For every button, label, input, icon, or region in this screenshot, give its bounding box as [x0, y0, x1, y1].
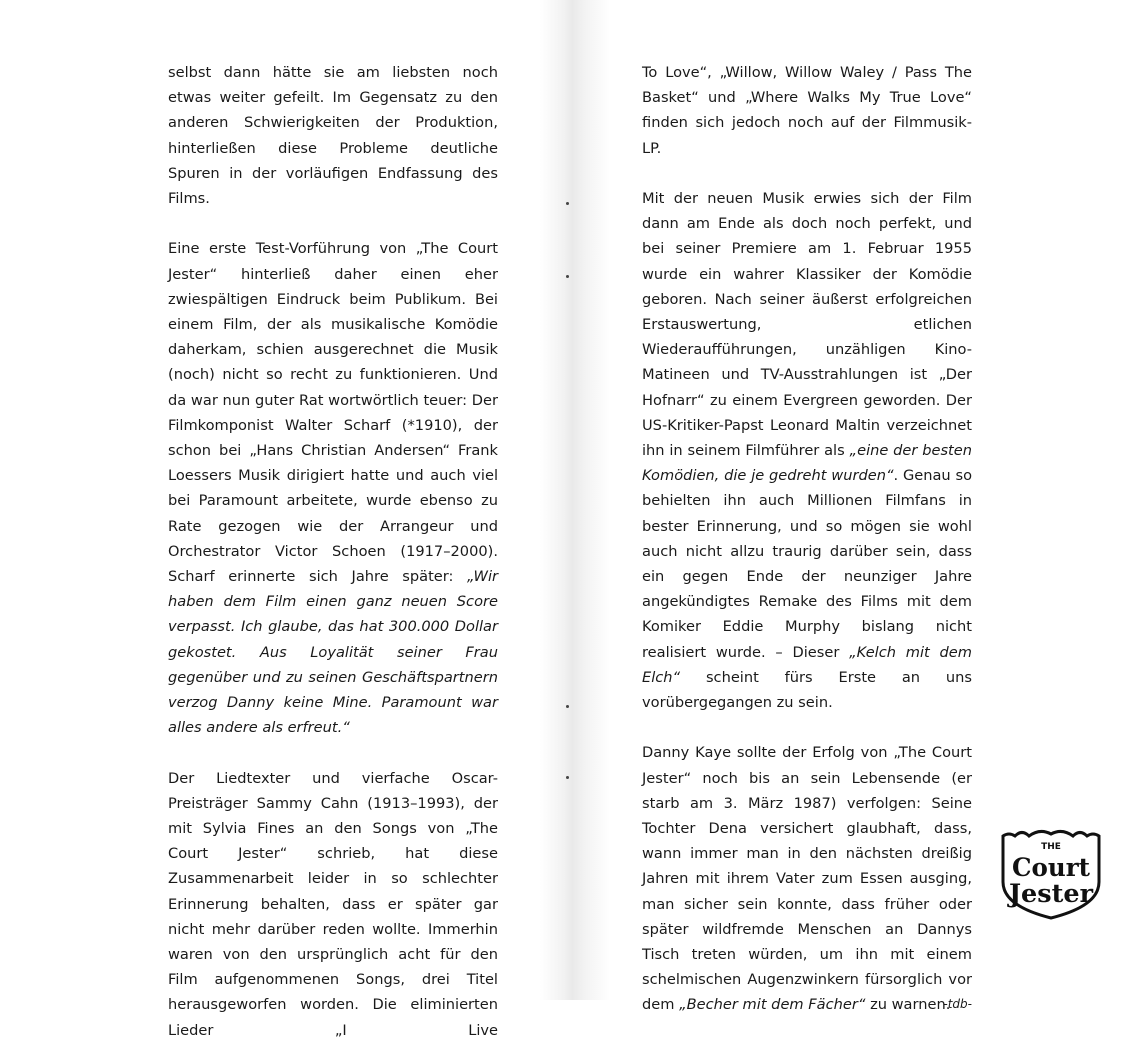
left-paragraph-1: selbst dann hätte sie am liebsten noch etwas weiter gefeilt. Im Gegensatz zu den anderen Schwierigkeiten der Produktion, hinterließen diese Probleme deutliche Spuren in der vorläufigen Endfassung des Films. — [168, 64, 498, 208]
logo-the: THE — [1041, 842, 1061, 852]
right-paragraph-3-text-b: zu warnen. — [865, 996, 951, 1014]
right-paragraph-2-text-a: Mit der neuen Musik erwies sich der Film dann am Ende als doch noch perfekt, und bei seiner Premiere am 1. Februar 1955 wurde ein wahrer Klassiker der Komödie geboren. Nach seiner äußerst erfolgreichen Erstauswertung, etlichen Wiederaufführungen, unzähligen Kino-Matineen und TV-Ausstrahlungen ist „Der Hofnarr“ zu einem Evergreen geworden. Der US-Kritiker-Papst Leonard Maltin verzeichnet ihn in seinem Filmführer als — [642, 190, 972, 460]
left-page-column — [168, 60, 498, 1043]
maltin-quote: „eine der besten Komödien, die je gedreht wurden“ — [642, 442, 973, 485]
left-paragraph-3: Der Liedtexter und vierfache Oscar-Preisträger Sammy Cahn (1913–1993), der mit Sylvia Fines an den Songs von „The Court Jester“ schrieb, hat diese Zusammenarbeit leider in so schlechter Erinnerung behalten, dass er später gar nicht mehr darüber reden wollte. Immerhin waren von den ursprünglich acht für den Film aufgenommenen Songs, drei Titel herausgeworfen worden. Die eliminierten Lieder „I Live — [168, 769, 498, 1039]
logo-jester: Jester — [1006, 879, 1094, 908]
right-paragraph-1: To Love“, „Willow, Willow Waley / Pass The Basket“ und „Where Walks My True Love“ finden sich jedoch noch auf der Filmmusik-LP. — [642, 64, 972, 157]
scharf-quote: „Wir haben dem Film einen ganz neuen Score verpasst. Ich glaube, das hat 300.000 Dollar gekostet. Aus Loyalität seiner Frau gegenüber und zu seinen Geschäftspartnern verzog Danny keine Mine. Paramount war alles andere als erfreut.“ — [168, 568, 498, 737]
right-paragraph-3 — [642, 740, 972, 1017]
right-paragraph-2-text-c: scheint fürs Erste an uns vorübergegangen zu sein. — [642, 668, 972, 712]
court-jester-logo — [995, 826, 1107, 922]
right-page-column — [642, 60, 972, 1018]
left-paragraph-2-text: Eine erste Test-Vorführung von „The Court Jester“ hinterließ daher einen eher zwiespältigen Eindruck beim Publikum. Bei einem Film, der als musikalische Komödie daherkam, schien ausgerechnet die Musik (noch) nicht so recht zu funktionieren. Und da war nun guter Rat wortwörtlich teuer: Der Filmkomponist Walter Scharf (*1910), der schon bei „Hans Christian Andersen“ Frank Loessers Musik dirigiert hatte und auch viel bei Paramount arbeitete, wurde ebenso zu Rate gezogen wie der Arrangeur und Orchestrator Victor Schoen (1917–2000). Scharf erinnerte sich Jahre später: — [168, 240, 498, 586]
logo-court: Court — [1012, 853, 1091, 882]
scan-speck — [566, 705, 569, 708]
author-signature: -tdb- — [943, 997, 972, 1012]
left-paragraph-2 — [168, 236, 498, 740]
right-paragraph-3-text-a: Danny Kaye sollte der Erfolg von „The Court Jester“ noch bis an sein Lebensende (er starb am 3. März 1987) verfolgen: Seine Tochter Dena versichert glaubhaft, dass, wann immer man in den nächsten dreißig Jahren mit ihrem Vater zum Essen ausging, man sicher sein konnte, dass früher oder später wildfremde Menschen an Dannys Tisch treten würden, um ihn mit einem schelmischen Augenzwinkern fürsorglich vor dem — [642, 744, 972, 1014]
right-paragraph-2-text-b: . Genau so behielten ihn auch Millionen Filmfans in bester Erinnerung, und so mögen sie wohl auch nicht allzu traurig darüber sein, dass ein gegen Ende der neunziger Jahre angekündigtes Remake des Films mit dem Komiker Eddie Murphy bislang nicht realisiert wurde. – Dieser — [642, 467, 973, 661]
scan-speck — [566, 776, 569, 779]
right-paragraph-2 — [642, 186, 972, 715]
scan-speck — [566, 275, 569, 278]
faecher-quote: „Becher mit dem Fächer“ — [679, 996, 866, 1014]
elch-quote: „Kelch mit dem Elch“ — [642, 643, 972, 686]
scan-speck — [566, 202, 569, 205]
